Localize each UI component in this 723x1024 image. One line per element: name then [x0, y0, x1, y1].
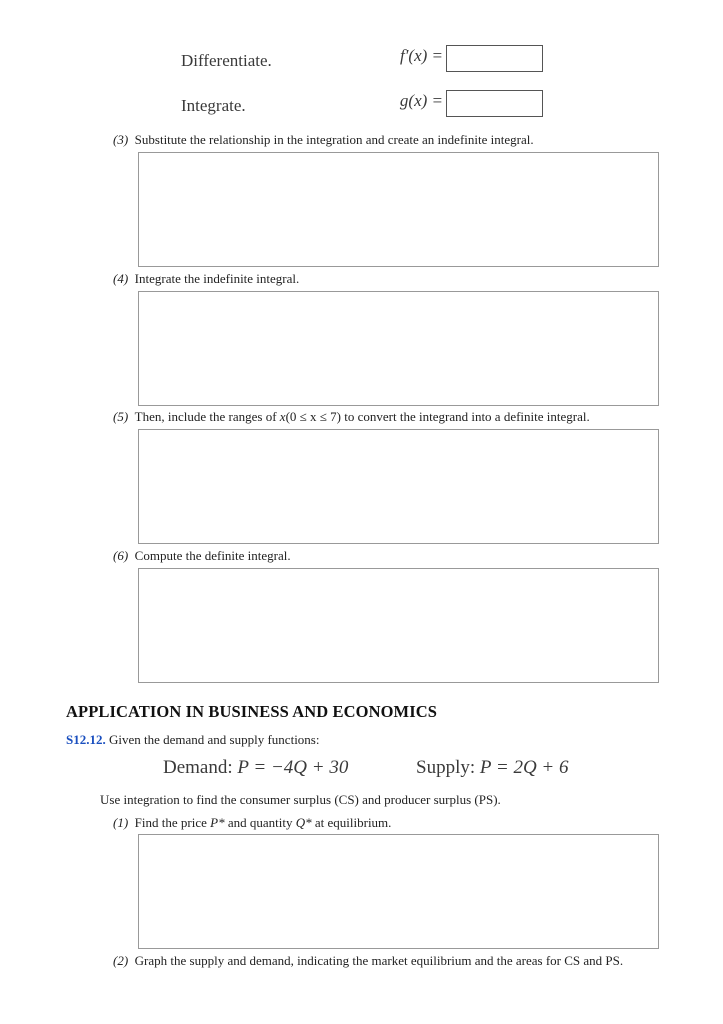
step-text: Substitute the relationship in the integration and create an indefinite integral.: [134, 132, 534, 147]
integrate-label: Integrate.: [181, 96, 246, 115]
demand-equation: [163, 757, 348, 779]
demand-label: Demand:: [163, 757, 238, 778]
step-number: (5): [113, 409, 129, 424]
step-text-after: to convert the integrand into a definite integral.: [341, 409, 590, 424]
part-text: Graph the supply and demand, indicating the market equilibrium and the areas for CS and PS.: [134, 953, 624, 968]
differentiate-label: Differentiate.: [181, 51, 272, 70]
range-expression: (0 ≤ x ≤ 7): [285, 409, 342, 424]
demand-expression: P = −4Q + 30: [237, 757, 349, 778]
step-number: (6): [113, 548, 129, 563]
part-1-answer-box[interactable]: [138, 834, 659, 949]
step-5-answer-box[interactable]: [138, 429, 659, 544]
supply-label: Supply:: [416, 757, 480, 778]
step-6-prompt: [113, 548, 291, 564]
integral-function-expression: g(x) =: [399, 91, 443, 110]
problem-intro: [66, 732, 319, 748]
supply-equation: [416, 757, 569, 779]
step-4-answer-box[interactable]: [138, 291, 659, 406]
step-3-prompt: [113, 132, 534, 148]
problem-intro-text: Given the demand and supply functions:: [108, 732, 320, 747]
problem-instruction: Use integration to find the consumer surplus (CS) and producer surplus (PS).: [100, 792, 501, 807]
step-number: (3): [113, 132, 129, 147]
step-text-before: Then, include the ranges of: [134, 409, 280, 424]
section-heading: APPLICATION IN BUSINESS AND ECONOMICS: [66, 702, 438, 721]
price-symbol: P*: [210, 815, 225, 830]
step-text: Compute the definite integral.: [134, 548, 291, 563]
integral-function-answer-box[interactable]: [446, 90, 543, 117]
part-1-prompt: [113, 815, 391, 831]
supply-expression: P = 2Q + 6: [479, 757, 569, 778]
part-text-mid: and quantity: [224, 815, 296, 830]
step-6-answer-box[interactable]: [138, 568, 659, 683]
part-number: (2): [113, 953, 129, 968]
step-text: Integrate the indefinite integral.: [134, 271, 300, 286]
problem-id: S12.12.: [66, 732, 106, 747]
derivative-expression: f′(x) =: [399, 46, 443, 65]
step-number: (4): [113, 271, 129, 286]
derivative-answer-box[interactable]: [446, 45, 543, 72]
part-text-after: at equilibrium.: [311, 815, 392, 830]
part-number: (1): [113, 815, 129, 830]
quantity-symbol: Q*: [295, 815, 312, 830]
part-text-before: Find the price: [134, 815, 211, 830]
step-3-answer-box[interactable]: [138, 152, 659, 267]
step-5-prompt: [113, 409, 590, 425]
variable-x: x: [279, 409, 286, 424]
step-4-prompt: [113, 271, 299, 287]
part-2-prompt: [113, 953, 623, 969]
